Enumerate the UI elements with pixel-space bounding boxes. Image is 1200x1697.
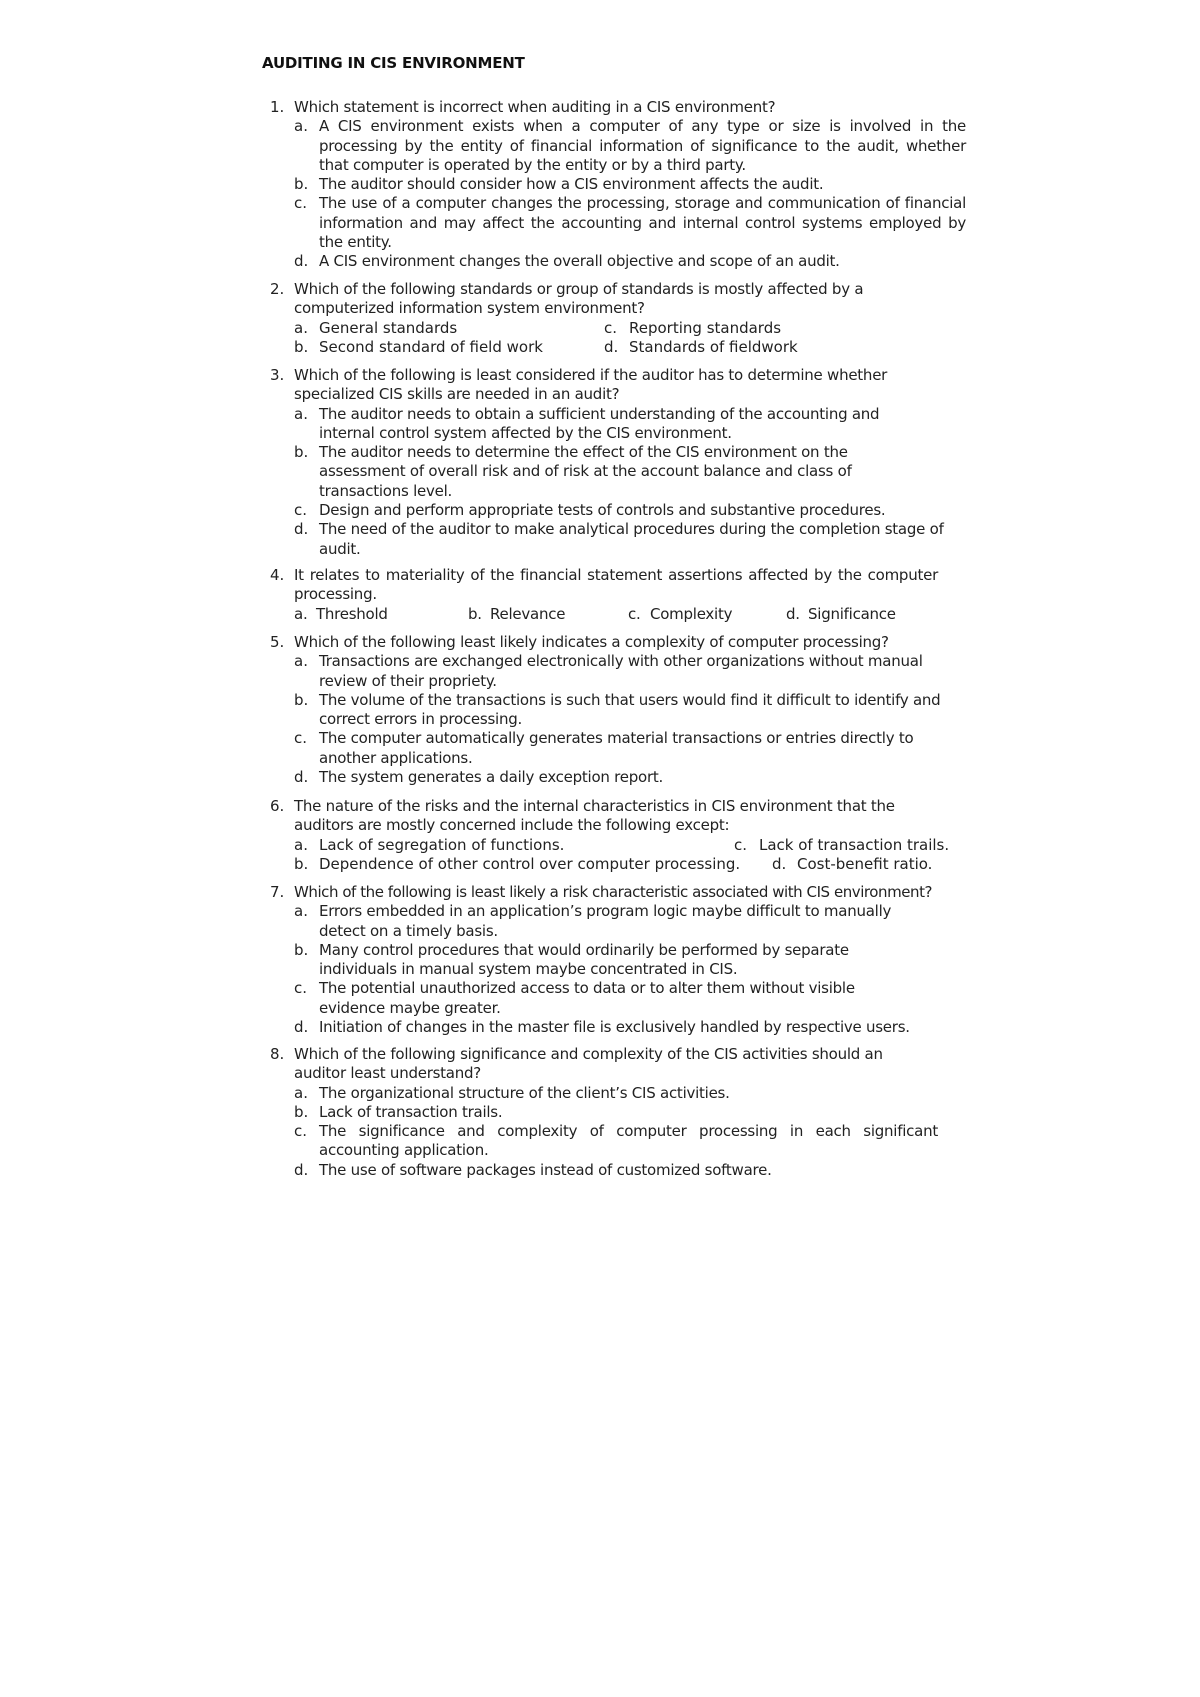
option-label: a. — [294, 117, 308, 136]
option-c — [294, 729, 966, 768]
option-text: Lack of segregation of functions. — [319, 835, 565, 854]
option-c — [294, 979, 966, 1018]
option-text: Lack of transaction trails. — [759, 835, 950, 854]
question-6 — [266, 797, 966, 874]
option-label: d. — [294, 768, 309, 787]
option-text: The need of the auditor to make analytical procedures during the completion stage of audit. — [319, 520, 944, 558]
question-text: Which of the following is least likely a risk characteristic associated with CIS environment? — [294, 883, 933, 901]
option-d — [294, 1018, 966, 1037]
option-label: c. — [628, 604, 641, 623]
option-text: Dependence of other control over computer processing. — [319, 854, 741, 873]
option-label: c. — [294, 1122, 308, 1141]
option-c — [628, 605, 786, 624]
option-label: c. — [294, 194, 308, 213]
option-text: General standards — [319, 318, 458, 337]
option-b — [468, 605, 628, 624]
question-stem — [266, 883, 966, 902]
option-d — [294, 1161, 966, 1180]
option-b — [294, 338, 604, 357]
option-b — [294, 855, 772, 874]
option-label: a. — [294, 604, 308, 623]
option-label: d. — [294, 520, 309, 539]
option-text: Reporting standards — [629, 318, 782, 337]
question-number: 3. — [270, 366, 285, 384]
option-text: Transactions are exchanged electronically with other organizations without manual review of their propriety. — [319, 652, 923, 690]
option-label: d. — [294, 1018, 309, 1037]
option-label: c. — [294, 729, 308, 748]
option-a — [294, 117, 966, 175]
question-text: Which statement is incorrect when auditing in a CIS environment? — [294, 98, 776, 116]
option-label: b. — [294, 940, 309, 959]
option-label: d. — [294, 252, 309, 271]
option-label: d. — [786, 604, 800, 623]
option-text: The system generates a daily exception report. — [319, 768, 664, 787]
option-text: The significance and complexity of computer processing in each significant accounting application. — [319, 1122, 938, 1160]
option-list — [294, 319, 966, 358]
option-row — [294, 836, 966, 855]
option-text: A CIS environment changes the overall objective and scope of an audit. — [319, 252, 840, 271]
option-d — [294, 768, 966, 787]
question-stem — [266, 566, 966, 605]
option-text: The use of a computer changes the processing, storage and communication of financial information and may affect the accounting and internal control systems employed by the entity. — [319, 194, 966, 252]
question-number: 4. — [270, 566, 285, 584]
option-d — [294, 520, 966, 559]
question-text: Which of the following significance and complexity of the CIS activities should an auditor least understand? — [294, 1045, 883, 1083]
option-list — [294, 405, 966, 559]
question-1 — [266, 98, 966, 272]
question-stem — [266, 797, 966, 836]
option-d — [772, 855, 932, 874]
question-text: Which of the following standards or group of standards is mostly affected by a computerized information system environment? — [294, 280, 864, 318]
option-text: Significance — [808, 604, 896, 623]
option-b — [294, 941, 966, 980]
question-text: Which of the following is least considered if the auditor has to determine whether specialized CIS skills are needed in an audit? — [294, 366, 888, 404]
question-stem — [266, 366, 966, 405]
option-c — [604, 319, 781, 338]
option-c — [734, 836, 949, 855]
option-label: c. — [294, 979, 308, 998]
option-text: The volume of the transactions is such that users would find it difficult to identify and correct errors in processing. — [319, 690, 941, 729]
question-number: 6. — [270, 797, 285, 815]
option-text: The computer automatically generates material transactions or entries directly to another applications. — [319, 729, 914, 767]
option-text: Initiation of changes in the master file is exclusively handled by respective users. — [319, 1018, 910, 1037]
option-row — [294, 605, 966, 624]
document-title: AUDITING IN CIS ENVIRONMENT — [262, 54, 525, 72]
option-label: a. — [294, 318, 308, 337]
option-c — [294, 501, 966, 520]
option-text: The organizational structure of the client’s CIS activities. — [319, 1083, 730, 1102]
option-label: b. — [294, 1102, 309, 1121]
option-c — [294, 194, 966, 252]
option-a — [294, 836, 734, 855]
option-d — [786, 605, 896, 624]
question-7 — [266, 883, 966, 1037]
option-label: a. — [294, 1083, 308, 1102]
question-stem — [266, 633, 966, 652]
option-d — [604, 338, 798, 357]
option-label: d. — [294, 1160, 309, 1179]
option-b — [294, 175, 966, 194]
question-number: 8. — [270, 1045, 285, 1063]
question-5 — [266, 633, 966, 787]
option-text: The auditor should consider how a CIS environment affects the audit. — [319, 175, 824, 194]
option-a — [294, 652, 966, 691]
option-label: d. — [772, 854, 787, 873]
option-a — [294, 1084, 966, 1103]
option-text: Threshold — [316, 604, 388, 623]
option-d — [294, 252, 966, 271]
question-4 — [266, 566, 966, 624]
question-stem — [266, 98, 966, 117]
question-number: 7. — [270, 883, 285, 901]
question-3 — [266, 366, 966, 559]
question-text: Which of the following least likely indicates a complexity of computer processing? — [294, 633, 889, 651]
option-row — [294, 338, 966, 357]
option-label: b. — [294, 337, 309, 356]
question-number: 2. — [270, 280, 285, 298]
option-text: The auditor needs to obtain a sufficient understanding of the accounting and internal control system affected by the CIS environment. — [319, 404, 880, 442]
question-8 — [266, 1045, 966, 1180]
option-text: Standards of fieldwork — [629, 337, 798, 356]
option-label: a. — [294, 835, 308, 854]
question-stem — [266, 1045, 966, 1084]
option-text: Errors embedded in an application’s program logic maybe difficult to manually detect on a timely basis. — [319, 902, 892, 940]
option-text: Many control procedures that would ordinarily be performed by separate individuals in manual system maybe concentrated in CIS. — [319, 940, 849, 979]
option-label: a. — [294, 652, 308, 671]
option-label: a. — [294, 902, 308, 921]
question-number: 1. — [270, 98, 285, 116]
option-row — [294, 855, 966, 874]
option-label: c. — [734, 835, 748, 854]
option-text: Relevance — [490, 604, 566, 623]
option-row — [294, 319, 966, 338]
option-b — [294, 443, 966, 501]
option-a — [294, 605, 468, 624]
question-2 — [266, 280, 966, 357]
question-text: It relates to materiality of the financial statement assertions affected by the computer processing. — [294, 566, 938, 604]
option-label: b. — [294, 175, 309, 194]
option-text: Complexity — [650, 604, 733, 623]
option-list — [294, 836, 966, 875]
option-c — [294, 1122, 966, 1161]
option-a — [294, 902, 966, 941]
question-stem — [266, 280, 966, 319]
option-label: d. — [604, 337, 619, 356]
option-text: A CIS environment exists when a computer of any type or size is involved in the processing by the entity of financial information of significance to the audit, whether that computer is operated by the entity or by a third party. — [319, 117, 966, 174]
option-label: b. — [294, 854, 309, 873]
question-number: 5. — [270, 633, 285, 651]
option-label: b. — [294, 443, 309, 462]
option-text: Design and perform appropriate tests of controls and substantive procedures. — [319, 501, 886, 520]
option-list — [294, 605, 966, 624]
option-b — [294, 1103, 966, 1122]
question-text: The nature of the risks and the internal characteristics in CIS environment that the auditors are mostly concerned include the following except: — [294, 797, 895, 835]
option-a — [294, 405, 966, 444]
option-label: c. — [294, 501, 308, 520]
option-label: c. — [604, 318, 618, 337]
option-text: The potential unauthorized access to data or to alter them without visible evidence maybe greater. — [319, 979, 855, 1017]
option-text: Lack of transaction trails. — [319, 1102, 503, 1121]
option-text: Cost-benefit ratio. — [797, 854, 933, 873]
option-list — [294, 117, 966, 271]
option-label: b. — [294, 690, 309, 709]
option-text: The use of software packages instead of customized software. — [319, 1160, 772, 1179]
option-list — [294, 902, 966, 1037]
option-label: a. — [294, 404, 308, 423]
option-a — [294, 319, 604, 338]
option-text: Second standard of field work — [319, 337, 543, 356]
option-text: The auditor needs to determine the effect of the CIS environment on the assessment of overall risk and of risk at the account balance and class of transactions level. — [319, 443, 852, 500]
option-list — [294, 1084, 966, 1180]
option-label: b. — [468, 604, 482, 623]
option-list — [294, 652, 966, 787]
option-b — [294, 691, 966, 730]
